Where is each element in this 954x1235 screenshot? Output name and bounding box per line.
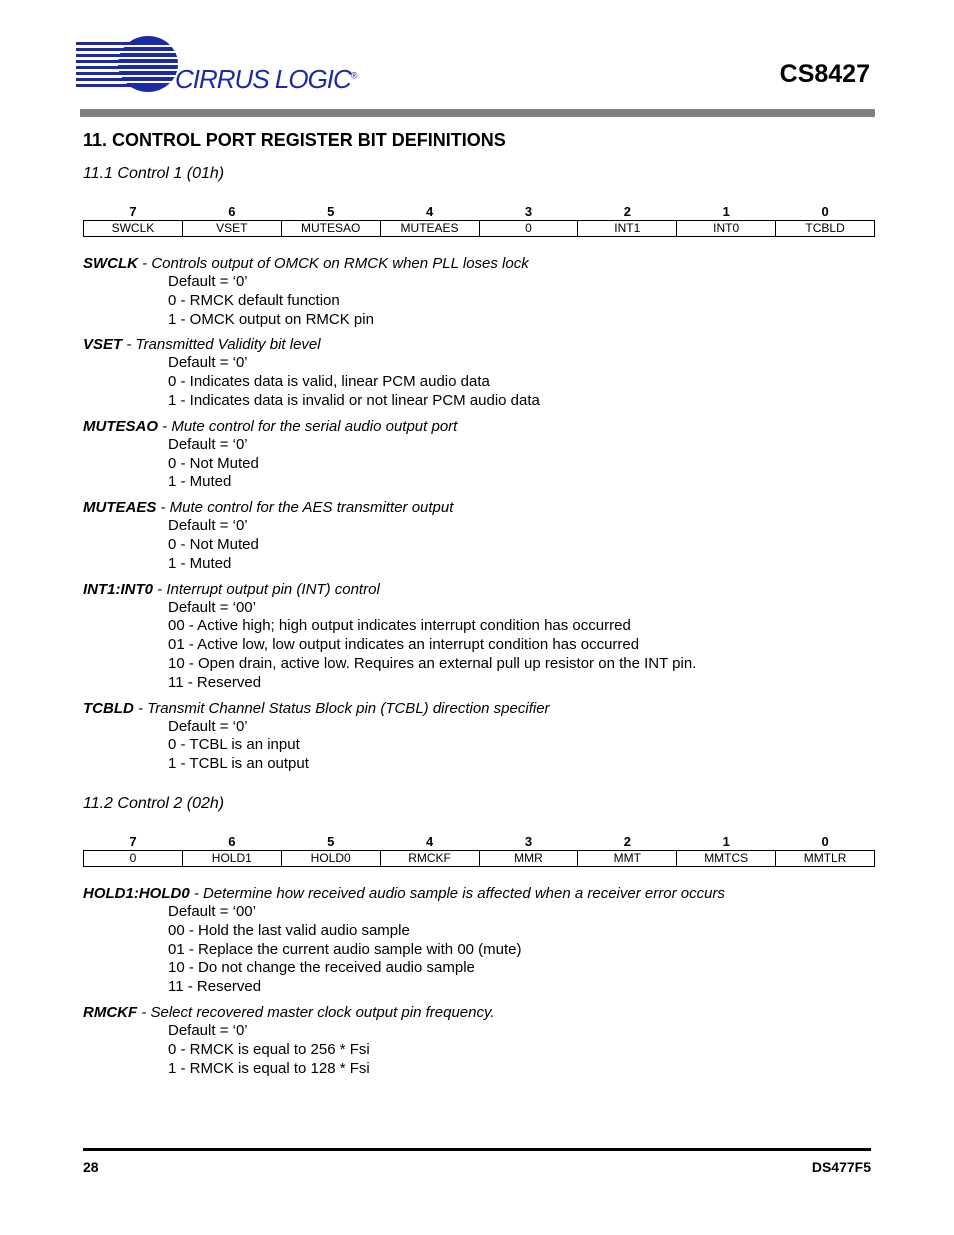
definition-line: 00 - Hold the last valid audio sample (168, 921, 410, 939)
definitions-control1 (83, 255, 883, 781)
bit-field: MMTLR (776, 851, 875, 867)
subsection-title-control1: 11.1 Control 1 (01h) (83, 165, 225, 182)
definition-tcbld (83, 700, 883, 774)
bit-number-row (84, 203, 875, 221)
bit-number: 7 (129, 834, 137, 849)
field-name: SWCLK (83, 255, 138, 272)
field-description: - Controls output of OMCK on RMCK when PLL loses lock (138, 255, 529, 272)
definition-line: 0 - Not Muted (168, 454, 259, 472)
bit-field: MUTESAO (281, 221, 380, 237)
definition-line: 11 - Reserved (168, 673, 262, 691)
bit-number-row (84, 833, 875, 851)
document-id: DS477F5 (811, 1159, 871, 1175)
bit-field-row (84, 851, 875, 867)
definition-line: Default = ‘0’ (168, 354, 248, 372)
definition-line: 1 - TCBL is an output (168, 755, 309, 773)
field-name: MUTESAO (83, 417, 158, 435)
bit-field: MMTCS (677, 851, 776, 867)
bit-field: HOLD1 (182, 851, 281, 867)
definition-line: 1 - Muted (168, 554, 232, 572)
definition-swclk (83, 255, 883, 329)
definition-line: 10 - Do not change the received audio sample (168, 959, 475, 977)
field-description: - Mute control for the serial audio output port (158, 417, 458, 435)
field-name: HOLD1:HOLD0 (83, 885, 190, 902)
definition-line: 10 - Open drain, active low. Requires an external pull up resistor on the INT pin. (168, 654, 697, 672)
bit-number: 6 (228, 204, 236, 219)
definition-int1-int0 (83, 581, 883, 693)
bit-field: TCBLD (776, 221, 875, 237)
field-name: INT1:INT0 (83, 580, 154, 598)
bit-number: 2 (623, 834, 631, 849)
bit-field: 0 (84, 851, 183, 867)
bit-number: 2 (623, 204, 631, 219)
definition-line: 0 - RMCK default function (168, 291, 340, 309)
definition-line: Default = ‘00’ (168, 598, 256, 616)
bit-field: RMCKF (380, 851, 479, 867)
bit-number: 1 (722, 834, 730, 849)
bit-field: VSET (182, 221, 281, 237)
definition-line: Default = ‘0’ (168, 717, 248, 735)
field-description: - Interrupt output pin (INT) control (153, 580, 380, 598)
bit-field: MUTEAES (380, 221, 479, 237)
register-table-control2 (83, 833, 875, 867)
bit-number: 6 (228, 834, 236, 849)
definition-line: 01 - Replace the current audio sample with 00 (mute) (168, 940, 522, 958)
definition-line: Default = ‘0’ (168, 1021, 248, 1039)
definition-line: 0 - Not Muted (168, 535, 259, 553)
field-name: TCBLD (83, 699, 134, 717)
field-description: - Transmit Channel Status Block pin (TCBL) direction specifier (133, 699, 550, 717)
definition-line: 1 - Muted (168, 473, 232, 491)
field-name: VSET (83, 336, 123, 354)
field-description: - Transmitted Validity bit level (122, 336, 321, 354)
definition-line: Default = ‘00’ (168, 903, 256, 920)
footer-divider (83, 1148, 871, 1151)
header-divider (80, 109, 875, 117)
field-name: RMCKF (83, 1003, 138, 1021)
bit-number: 4 (425, 204, 434, 219)
field-name: MUTEAES (83, 499, 157, 517)
bit-number: 3 (524, 204, 533, 219)
bit-number: 5 (327, 204, 335, 219)
register-table-control1 (83, 203, 875, 237)
bit-field-row (84, 221, 875, 237)
bit-field: 0 (479, 221, 578, 237)
definition-line: Default = ‘0’ (168, 273, 248, 290)
bit-field: HOLD0 (281, 851, 380, 867)
bit-field: INT0 (677, 221, 776, 237)
definition-mutesao (83, 418, 883, 492)
bit-number: 4 (425, 834, 434, 849)
bit-number: 0 (821, 204, 829, 219)
definition-line: 01 - Active low, low output indicates an interrupt condition has occurred (168, 636, 640, 654)
definition-line: Default = ‘0’ (168, 517, 248, 535)
definition-line: 0 - RMCK is equal to 256 * Fsi (168, 1040, 370, 1058)
bit-number: 1 (722, 204, 730, 219)
definitions-control2 (83, 885, 883, 1085)
definition-line: 00 - Active high; high output indicates interrupt condition has occurred (168, 617, 631, 635)
definition-line: 1 - OMCK output on RMCK pin (168, 310, 374, 328)
field-description: - Select recovered master clock output pin frequency. (137, 1003, 495, 1021)
bit-number: 0 (821, 834, 829, 849)
definition-line: 11 - Reserved (168, 978, 262, 996)
definition-line: 1 - Indicates data is invalid or not linear PCM audio data (168, 391, 540, 409)
definition-rmckf (83, 1004, 883, 1078)
document-title: CS8427 (779, 60, 870, 88)
bit-number: 7 (129, 204, 137, 219)
logo-wordmark: CIRRUS LOGIC® (175, 64, 357, 94)
bit-field: MMT (578, 851, 677, 867)
definition-line: 0 - Indicates data is valid, linear PCM audio data (168, 373, 490, 391)
definition-hold1-hold0 (83, 885, 883, 997)
definition-line: 1 - RMCK is equal to 128 * Fsi (168, 1059, 370, 1077)
bit-field: INT1 (578, 221, 677, 237)
definition-line: 0 - TCBL is an input (168, 736, 300, 754)
bit-number: 3 (524, 834, 533, 849)
bit-field: SWCLK (84, 221, 183, 237)
field-description: - Determine how received audio sample is affected when a receiver error occurs (189, 885, 725, 902)
definition-muteaes (83, 499, 883, 573)
field-description: - Mute control for the AES transmitter output (156, 499, 454, 517)
section-title: 11. CONTROL PORT REGISTER BIT DEFINITIONS (83, 130, 506, 150)
definition-vset (83, 336, 883, 410)
definition-line: Default = ‘0’ (168, 435, 248, 453)
page-number: 28 (83, 1159, 99, 1175)
subsection-title-control2: 11.2 Control 2 (02h) (83, 795, 225, 812)
bit-field: MMR (479, 851, 578, 867)
bit-number: 5 (327, 834, 335, 849)
